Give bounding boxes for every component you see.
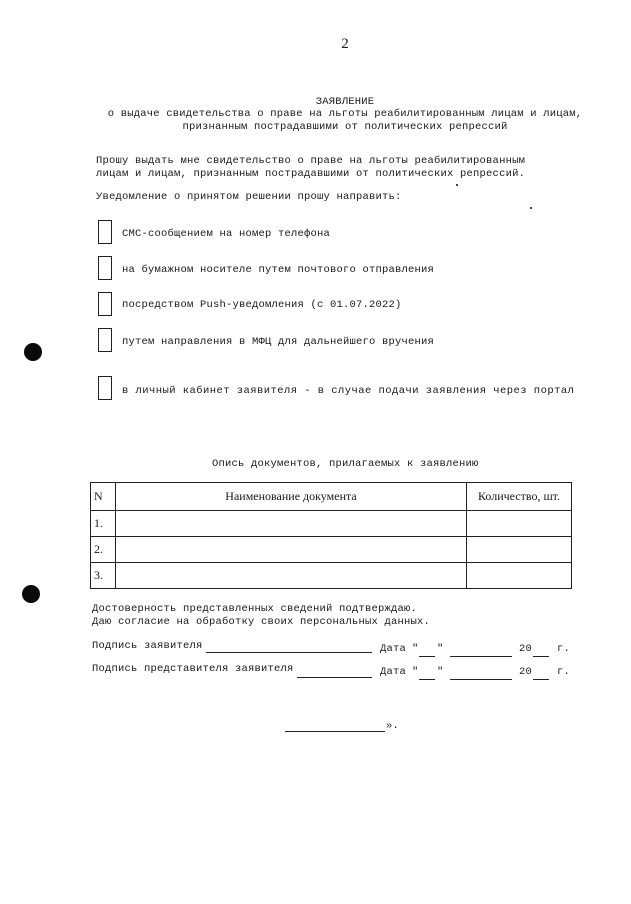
applicant-date-year-field[interactable]: [533, 655, 549, 657]
table-row: [91, 537, 572, 563]
applicant-date-label: Дата: [380, 643, 407, 655]
representative-signature-field[interactable]: [297, 676, 372, 678]
row-number: 1.: [91, 511, 116, 537]
applicant-signature-field[interactable]: [206, 651, 372, 653]
confirmation-line-2: Даю согласие на обработку своих персональных данных.: [92, 616, 431, 628]
option-label-sms: СМС-сообщением на номер телефона: [122, 228, 331, 240]
option-label-mfc: путем направления в МФЦ для дальнейшего вручения: [122, 336, 435, 348]
option-label-paper-mail: на бумажном носителе путем почтового отправления: [122, 264, 435, 276]
punch-hole-top: [24, 343, 42, 361]
documents-caption: Опись документов, прилагаемых к заявлению: [212, 458, 479, 470]
applicant-date-month-field[interactable]: [450, 655, 512, 657]
representative-date-quote-close: ": [437, 666, 444, 678]
checkbox-paper-mail[interactable]: [98, 256, 112, 280]
scan-speck: [530, 207, 532, 209]
representative-date-label: Дата: [380, 666, 407, 678]
representative-date-day-field[interactable]: [419, 678, 435, 680]
option-label-personal-cabinet: в личный кабинет заявителя - в случае подачи заявления через портал: [122, 385, 575, 397]
table-row: [91, 563, 572, 589]
checkbox-mfc[interactable]: [98, 328, 112, 352]
footer-closing-mark: ».: [386, 720, 400, 732]
subtitle-line-2: признанным пострадавшими от политических репрессий: [182, 121, 508, 133]
applicant-date-quote-open: ": [412, 643, 419, 655]
document-name-cell[interactable]: [116, 537, 467, 563]
punch-hole-bottom: [22, 585, 40, 603]
representative-date-quote-open: ": [412, 666, 419, 678]
option-label-push: посредством Push-уведомления (с 01.07.2022): [122, 299, 402, 311]
confirmation-line-1: Достоверность представленных сведений подтверждаю.: [92, 603, 418, 615]
scan-speck: [456, 184, 458, 186]
subtitle-line-1: о выдаче свидетельства о праве на льготы реабилитированным лицам и лицам,: [107, 108, 583, 120]
row-number: 2.: [91, 537, 116, 563]
applicant-date-year-suffix: г.: [557, 643, 571, 655]
table-row: [91, 511, 572, 537]
notification-prompt: Уведомление о принятом решении прошу направить:: [96, 191, 402, 203]
column-header-document-name: Наименование документа: [116, 483, 467, 511]
quantity-cell[interactable]: [467, 563, 572, 589]
page-number: 2: [341, 36, 349, 52]
footer-blank-field[interactable]: [285, 730, 385, 732]
applicant-date-year-prefix: 20: [519, 643, 533, 655]
representative-signature-label: Подпись представителя заявителя: [92, 663, 294, 675]
applicant-date-quote-close: ": [437, 643, 444, 655]
quantity-cell[interactable]: [467, 511, 572, 537]
document-name-cell[interactable]: [116, 511, 467, 537]
document-title: ЗАЯВЛЕНИЕ: [315, 96, 375, 108]
checkbox-push[interactable]: [98, 292, 112, 316]
representative-date-year-suffix: г.: [557, 666, 571, 678]
request-line-2: лицам и лицам, признанным пострадавшими от политических репрессий.: [96, 168, 526, 180]
checkbox-personal-cabinet[interactable]: [98, 376, 112, 400]
row-number: 3.: [91, 563, 116, 589]
checkbox-sms[interactable]: [98, 220, 112, 244]
column-header-quantity: Количество, шт.: [467, 483, 572, 511]
applicant-date-day-field[interactable]: [419, 655, 435, 657]
quantity-cell[interactable]: [467, 537, 572, 563]
applicant-signature-label: Подпись заявителя: [92, 640, 203, 652]
document-name-cell[interactable]: [116, 563, 467, 589]
representative-date-year-field[interactable]: [533, 678, 549, 680]
representative-date-month-field[interactable]: [450, 678, 512, 680]
documents-table: [90, 482, 572, 589]
column-header-number: N: [91, 483, 116, 511]
representative-date-year-prefix: 20: [519, 666, 533, 678]
document-subtitle: [0, 108, 631, 134]
table-header-row: [91, 483, 572, 511]
request-line-1: Прошу выдать мне свидетельство о праве на льготы реабилитированным: [96, 155, 526, 167]
